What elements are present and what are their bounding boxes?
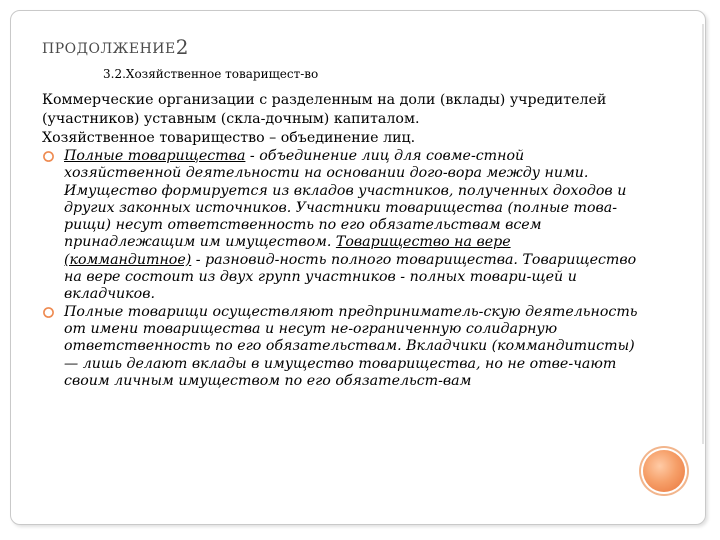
bullet-1-text-a: - объединение лиц для совме-стной хозяйственной деятельности на основании дого-вора между ними. Имущество формируется из вкладов участников, полученных доходов и других законных источников. Участники товарищества (полные това-рищи) несут ответственность по его обязательствам всем принадлежащим им имуществом. bbox=[64, 148, 627, 251]
slide-title bbox=[42, 34, 189, 58]
term-limited-partnership: Товарищество на вере (коммандитное) bbox=[64, 234, 511, 268]
bullet-item-1 bbox=[42, 148, 642, 304]
slide-title-number: 2 bbox=[175, 35, 189, 59]
bullet-item-2 bbox=[42, 304, 642, 390]
slide-title-text: ПРОДОЛЖЕНИЕ bbox=[42, 41, 176, 57]
hollow-circle-icon bbox=[42, 150, 55, 163]
bullet-2-text: Полные товарищи осуществляют предприниматель-скую деятельность от имени товарищества и несут не-ограниченную солидарную ответственность по его обязательствам. Вкладчики (коммандитисты) — лишь делают вклады в имущество товарищества, но не отве-чают своим личным имуществом по его обязательст-вам bbox=[64, 303, 638, 389]
paragraph-1: Коммерческие организации с разделенным на доли (вклады) учредителей (участников) уставным (скла-дочным) капиталом. bbox=[42, 92, 607, 127]
section-subtitle: 3.2.Хозяйственное товарищест-во bbox=[103, 67, 319, 81]
slide-content bbox=[42, 91, 642, 390]
decorative-orange-circle bbox=[643, 450, 685, 492]
term-full-partnership: Полные товарищества bbox=[64, 148, 246, 164]
slide-edge-line bbox=[702, 24, 704, 444]
hollow-circle-icon bbox=[42, 306, 55, 319]
paragraph-2: Хозяйственное товарищество – объединение лиц. bbox=[42, 130, 416, 146]
bullet-1-text-b: - разновид-ность полного товарищества. Товарищество на вере состоит из двух групп участников - полных товари-щей и вкладчиков. bbox=[64, 251, 637, 303]
